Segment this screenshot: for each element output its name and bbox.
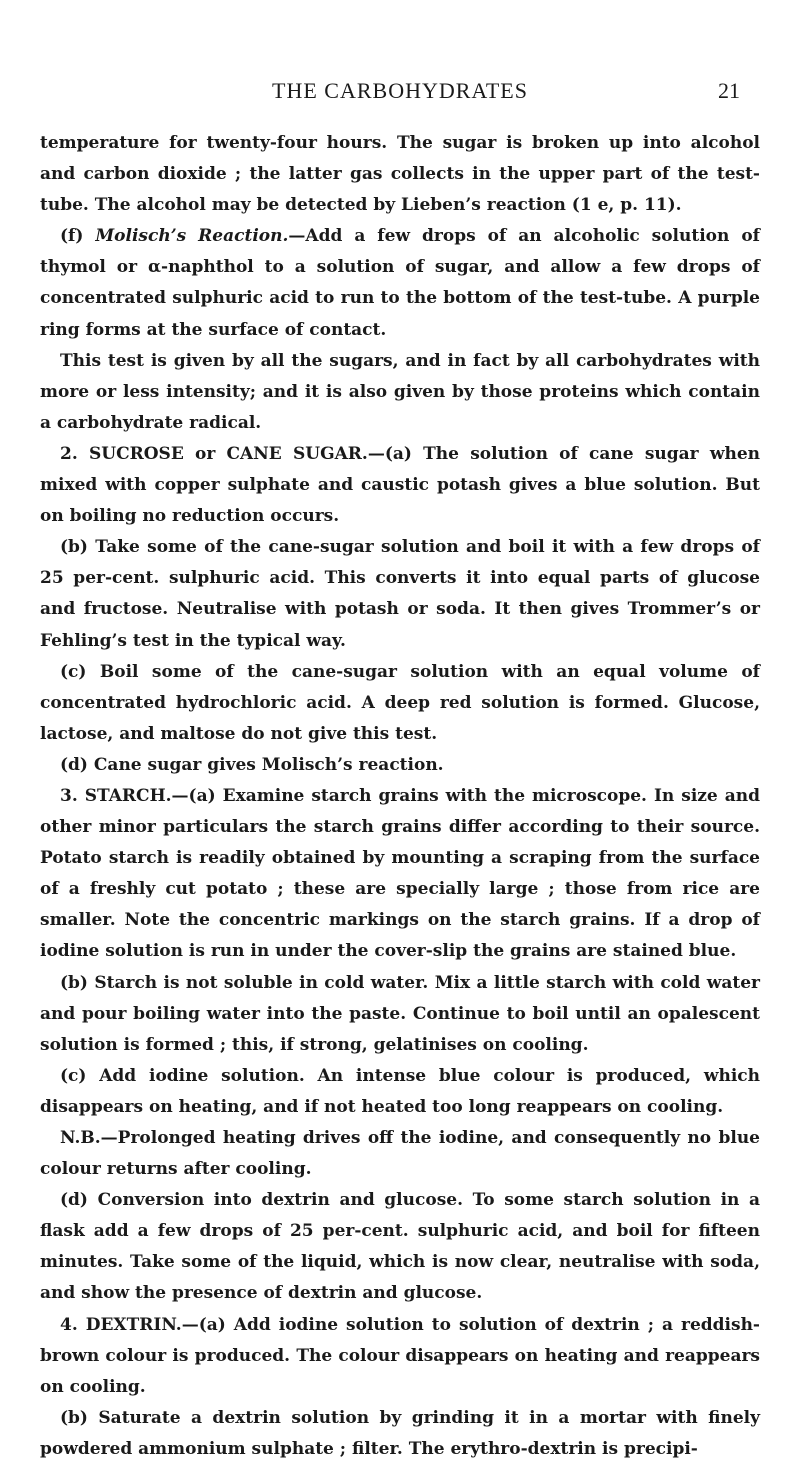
section-title: Molisch’s Reaction. [95,226,289,247]
paragraph: N.B.—Prolonged heating drives off the iodine, and consequently no blue colour returns after cooling. [40,1128,760,1180]
running-head: THE CARBOHYDRATES [272,78,528,103]
paragraph: temperature for twenty-four hours. The sugar is broken up into alcohol and carbon dioxide ; the latter gas collects in the upper part of the test-tube. The alcohol may be detected by Lieben’s reaction (1 e, p. 11). [40,133,760,216]
page-header [0,78,800,108]
paragraph: (b) Starch is not soluble in cold water. Mix a little starch with cold water and pour boiling water into the paste. Continue to boil until an opalescent solution is formed ; this, if strong, gelatinises on cooling. [40,972,760,1055]
paragraph: (c) Add iodine solution. An intense blue colour is produced, which disappears on heating, and if not heated too long reappears on cooling. [40,1065,760,1117]
paragraph: (d) Conversion into dextrin and glucose. To some starch solution in a flask add a few drops of 25 per-cent. sulphuric acid, and boil for fifteen minutes. Take some of the liquid, which is now clear, neutralise with soda, and show the presence of dextrin and glucose. [40,1190,760,1304]
item-label: (f) [60,226,96,247]
paragraph: (b) Take some of the cane-sugar solution and boil it with a few drops of 25 per-cent. sulphuric acid. This converts it into equal parts of glucose and fructose. Neutralise with potash or soda. It then gives Trommer’s or Fehling’s test in the typical way. [40,537,760,651]
paragraph: 2. SUCROSE or CANE SUGAR.—(a) The solution of cane sugar when mixed with copper sulphate and caustic potash gives a blue solution. But on boiling no reduction occurs. [40,443,760,527]
paragraph: (b) Saturate a dextrin solution by grinding it in a mortar with finely powdered ammonium sulphate ; filter. The erythro-dextrin is precipi- [40,1407,760,1459]
paragraph: This test is given by all the sugars, and in fact by all carbohydrates with more or less intensity; and it is also given by those proteins which contain a carbohydrate radical. [40,350,760,433]
paragraph-molisch [40,221,760,345]
body-text [40,128,760,1465]
paragraph: 4. DEXTRIN.—(a) Add iodine solution to solution of dextrin ; a reddish-brown colour is produced. The colour disappears on heating and reappears on cooling. [40,1314,760,1397]
paragraph: (c) Boil some of the cane-sugar solution with an equal volume of concentrated hydrochloric acid. A deep red solution is formed. Glucose, lactose, and maltose do not give this test. [40,661,760,744]
paragraph: 3. STARCH.—(a) Examine starch grains with the microscope. In size and other minor particulars the starch grains differ according to their source. Potato starch is readily obtained by mounting a scraping from the surface of a freshly cut potato ; these are specially large ; those from rice are smaller. Note the concentric markings on the starch grains. If a drop of iodine solution is run in under the cover-slip the grains are stained blue. [40,785,760,962]
paragraph-text: —Add a few drops of an alcoholic solution of thymol or α-naphthol to a solution of sugar, and allow a few drops of concentrated sulphuric acid to run to the bottom of the test-tube. A purple ring forms at the surface of contact. [40,226,760,340]
page-number: 21 [718,78,740,103]
paragraph: (d) Cane sugar gives Molisch’s reaction. [60,754,444,775]
